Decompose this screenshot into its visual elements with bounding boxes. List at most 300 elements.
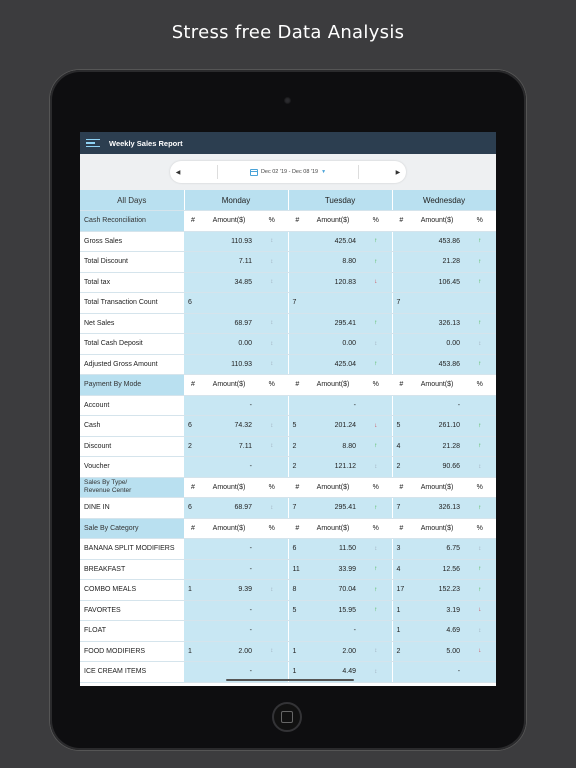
- trend-up-icon: ↑: [374, 258, 378, 265]
- trend-cell: [256, 641, 288, 662]
- trend-up-icon: ↑: [374, 504, 378, 511]
- section-header-row: [80, 211, 496, 232]
- trend-cell: [464, 539, 496, 560]
- amount-cell: -: [202, 559, 256, 580]
- amount-cell: 7.11: [202, 252, 256, 273]
- row-label: FAVORTES: [80, 600, 184, 621]
- hash-column-header: #: [392, 211, 410, 232]
- amount-cell: 12.56: [410, 559, 464, 580]
- count-cell: 6: [184, 498, 202, 519]
- trend-up-icon: ↑: [478, 443, 482, 450]
- trend-cell: [256, 334, 288, 355]
- count-cell: 6: [184, 416, 202, 437]
- trend-up-icon: ↑: [374, 443, 378, 450]
- amount-cell: -: [410, 395, 464, 416]
- count-cell: [184, 313, 202, 334]
- hash-column-header: #: [184, 211, 202, 232]
- percent-column-header: %: [256, 518, 288, 539]
- trend-cell: [360, 334, 392, 355]
- trend-flat-icon: ↕: [270, 320, 274, 327]
- amount-cell: -: [202, 621, 256, 642]
- count-cell: 7: [288, 498, 306, 519]
- percent-column-header: %: [464, 211, 496, 232]
- trend-flat-icon: ↕: [270, 238, 274, 245]
- table-row[interactable]: [80, 559, 496, 580]
- trend-cell: [256, 231, 288, 252]
- count-cell: 17: [392, 580, 410, 601]
- trend-flat-icon: ↕: [270, 258, 274, 265]
- table-row[interactable]: [80, 252, 496, 273]
- trend-flat-icon: ↕: [478, 340, 482, 347]
- hash-column-header: #: [392, 375, 410, 396]
- section-header-row: [80, 477, 496, 498]
- trend-flat-icon: ↕: [374, 648, 378, 655]
- trend-cell: [464, 457, 496, 478]
- table-row[interactable]: [80, 293, 496, 314]
- trend-cell: [464, 641, 496, 662]
- trend-cell: [360, 416, 392, 437]
- count-cell: [184, 600, 202, 621]
- trend-cell: [360, 600, 392, 621]
- amount-cell: 68.97: [202, 498, 256, 519]
- trend-cell: [256, 559, 288, 580]
- amount-cell: 201.24: [306, 416, 360, 437]
- trend-up-icon: ↑: [374, 586, 378, 593]
- camera-icon: [284, 97, 291, 104]
- amount-cell: 152.23: [410, 580, 464, 601]
- amount-cell: [410, 293, 464, 314]
- app-bar: [80, 132, 496, 154]
- table-row[interactable]: [80, 641, 496, 662]
- trend-cell: [464, 231, 496, 252]
- divider: [358, 165, 359, 179]
- table-row[interactable]: [80, 313, 496, 334]
- count-cell: 4: [392, 559, 410, 580]
- amount-cell: 121.12: [306, 457, 360, 478]
- trend-up-icon: ↑: [478, 238, 482, 245]
- date-range-picker[interactable]: [170, 161, 406, 183]
- trend-up-icon: ↑: [478, 504, 482, 511]
- row-label: Adjusted Gross Amount: [80, 354, 184, 375]
- count-cell: 1: [392, 621, 410, 642]
- trend-cell: [256, 539, 288, 560]
- home-square-icon: [281, 711, 293, 723]
- trend-cell: [256, 457, 288, 478]
- count-cell: 7: [288, 293, 306, 314]
- amount-cell: -: [202, 600, 256, 621]
- amount-cell: 453.86: [410, 354, 464, 375]
- trend-flat-icon: ↕: [478, 463, 482, 470]
- trend-flat-icon: ↕: [270, 648, 274, 655]
- section-title: Sales By Type/ Revenue Center: [80, 477, 184, 498]
- trend-flat-icon: ↕: [374, 340, 378, 347]
- count-cell: 1: [288, 662, 306, 683]
- amount-cell: -: [202, 662, 256, 683]
- count-cell: [392, 662, 410, 683]
- count-cell: 1: [288, 641, 306, 662]
- count-cell: [184, 621, 202, 642]
- trend-cell: [464, 334, 496, 355]
- amount-cell: 261.10: [410, 416, 464, 437]
- trend-cell: [464, 293, 496, 314]
- amount-cell: 425.04: [306, 354, 360, 375]
- chevron-down-icon: ▼: [321, 169, 327, 175]
- trend-cell: [360, 580, 392, 601]
- trend-cell: [256, 395, 288, 416]
- amount-cell: 8.80: [306, 252, 360, 273]
- trend-up-icon: ↑: [374, 238, 378, 245]
- trend-flat-icon: ↕: [270, 279, 274, 286]
- trend-cell: [360, 457, 392, 478]
- row-label: FOOD MODIFIERS: [80, 641, 184, 662]
- percent-column-header: %: [360, 518, 392, 539]
- amount-column-header: Amount($): [410, 375, 464, 396]
- trend-cell: [360, 231, 392, 252]
- page-title: Weekly Sales Report: [109, 138, 183, 148]
- hash-column-header: #: [184, 518, 202, 539]
- trend-flat-icon: ↕: [270, 504, 274, 511]
- section-title: Cash Reconciliation: [80, 211, 184, 232]
- trend-flat-icon: ↕: [478, 545, 482, 552]
- amount-column-header: Amount($): [202, 375, 256, 396]
- row-label: Account: [80, 395, 184, 416]
- table-row[interactable]: [80, 600, 496, 621]
- amount-cell: 2.00: [306, 641, 360, 662]
- trend-cell: [360, 395, 392, 416]
- table-row[interactable]: [80, 436, 496, 457]
- amount-cell: 425.04: [306, 231, 360, 252]
- trend-cell: [464, 600, 496, 621]
- amount-cell: 8.80: [306, 436, 360, 457]
- day-header-tuesday: Tuesday: [288, 190, 392, 211]
- amount-cell: 295.41: [306, 498, 360, 519]
- trend-down-icon: ↓: [478, 607, 482, 614]
- row-label: Total Discount: [80, 252, 184, 273]
- trend-cell: [464, 436, 496, 457]
- percent-column-header: %: [464, 477, 496, 498]
- hash-column-header: #: [288, 518, 306, 539]
- hamburger-menu-icon[interactable]: [86, 139, 100, 147]
- date-bar: [80, 154, 496, 190]
- count-cell: [288, 354, 306, 375]
- row-label: COMBO MEALS: [80, 580, 184, 601]
- amount-column-header: Amount($): [410, 518, 464, 539]
- count-cell: 7: [392, 498, 410, 519]
- day-header-monday: Monday: [184, 190, 288, 211]
- amount-cell: 68.97: [202, 313, 256, 334]
- amount-cell: -: [202, 539, 256, 560]
- count-cell: [288, 621, 306, 642]
- row-label: BANANA SPLIT MODIFIERS: [80, 539, 184, 560]
- section-title: Payment By Mode: [80, 375, 184, 396]
- row-label: ICE CREAM ITEMS: [80, 662, 184, 683]
- trend-cell: [360, 293, 392, 314]
- count-cell: [184, 272, 202, 293]
- amount-cell: -: [306, 395, 360, 416]
- trend-cell: [360, 539, 392, 560]
- table-row[interactable]: [80, 395, 496, 416]
- amount-cell: 106.45: [410, 272, 464, 293]
- row-label: Voucher: [80, 457, 184, 478]
- amount-cell: 2.00: [202, 641, 256, 662]
- amount-cell: 34.85: [202, 272, 256, 293]
- amount-column-header: Amount($): [410, 211, 464, 232]
- day-header-row: [80, 190, 496, 211]
- count-cell: [392, 272, 410, 293]
- amount-column-header: Amount($): [306, 477, 360, 498]
- count-cell: [184, 354, 202, 375]
- amount-cell: 21.28: [410, 252, 464, 273]
- count-cell: [184, 539, 202, 560]
- percent-column-header: %: [360, 375, 392, 396]
- trend-cell: [464, 272, 496, 293]
- trend-up-icon: ↑: [478, 279, 482, 286]
- trend-cell: [464, 313, 496, 334]
- count-cell: [288, 252, 306, 273]
- trend-cell: [360, 252, 392, 273]
- trend-cell: [360, 272, 392, 293]
- table-row[interactable]: [80, 621, 496, 642]
- count-cell: 4: [392, 436, 410, 457]
- count-cell: 5: [288, 416, 306, 437]
- hash-column-header: #: [288, 375, 306, 396]
- amount-cell: 4.69: [410, 621, 464, 642]
- table-row[interactable]: [80, 231, 496, 252]
- amount-column-header: Amount($): [306, 518, 360, 539]
- amount-column-header: Amount($): [410, 477, 464, 498]
- trend-cell: [256, 498, 288, 519]
- percent-column-header: %: [464, 375, 496, 396]
- amount-cell: 90.66: [410, 457, 464, 478]
- row-label: Total Transaction Count: [80, 293, 184, 314]
- day-header-wednesday: Wednesday: [392, 190, 496, 211]
- amount-cell: 70.04: [306, 580, 360, 601]
- trend-cell: [256, 354, 288, 375]
- trend-down-icon: ↓: [374, 279, 378, 286]
- trend-cell: [464, 559, 496, 580]
- row-label: Gross Sales: [80, 231, 184, 252]
- all-days-header: All Days: [80, 190, 184, 211]
- trend-cell: [464, 395, 496, 416]
- count-cell: [288, 313, 306, 334]
- count-cell: [392, 395, 410, 416]
- calendar-icon: [250, 169, 258, 176]
- amount-cell: 110.93: [202, 354, 256, 375]
- row-label: Total Cash Deposit: [80, 334, 184, 355]
- trend-flat-icon: ↕: [270, 361, 274, 368]
- table-row[interactable]: [80, 354, 496, 375]
- hash-column-header: #: [184, 375, 202, 396]
- amount-cell: -: [410, 662, 464, 683]
- count-cell: 2: [392, 641, 410, 662]
- trend-cell: [464, 580, 496, 601]
- row-label: Cash: [80, 416, 184, 437]
- trend-flat-icon: ↕: [270, 586, 274, 593]
- table-row[interactable]: [80, 498, 496, 519]
- trend-cell: [464, 498, 496, 519]
- trend-cell: [360, 436, 392, 457]
- percent-column-header: %: [360, 477, 392, 498]
- amount-cell: 33.99: [306, 559, 360, 580]
- row-label: Net Sales: [80, 313, 184, 334]
- count-cell: [288, 334, 306, 355]
- trend-cell: [360, 498, 392, 519]
- trend-flat-icon: ↕: [478, 627, 482, 634]
- row-label: DINE IN: [80, 498, 184, 519]
- hash-column-header: #: [392, 518, 410, 539]
- trend-up-icon: ↑: [478, 361, 482, 368]
- count-cell: 2: [184, 436, 202, 457]
- count-cell: 1: [184, 641, 202, 662]
- trend-cell: [464, 252, 496, 273]
- count-cell: 2: [288, 457, 306, 478]
- amount-cell: 0.00: [202, 334, 256, 355]
- amount-cell: 9.39: [202, 580, 256, 601]
- table-row[interactable]: [80, 416, 496, 437]
- amount-cell: 3.19: [410, 600, 464, 621]
- table-row[interactable]: [80, 580, 496, 601]
- amount-cell: 326.13: [410, 498, 464, 519]
- section-header-row: [80, 375, 496, 396]
- count-cell: [392, 354, 410, 375]
- trend-cell: [256, 313, 288, 334]
- percent-column-header: %: [360, 211, 392, 232]
- trend-flat-icon: ↕: [374, 545, 378, 552]
- headline: Stress free Data Analysis: [171, 22, 405, 43]
- amount-cell: 120.83: [306, 272, 360, 293]
- count-cell: 7: [392, 293, 410, 314]
- count-cell: [184, 231, 202, 252]
- count-cell: [184, 252, 202, 273]
- amount-column-header: Amount($): [202, 518, 256, 539]
- section-header-row: [80, 518, 496, 539]
- hash-column-header: #: [288, 477, 306, 498]
- row-label: FLOAT: [80, 621, 184, 642]
- amount-cell: [202, 293, 256, 314]
- percent-column-header: %: [464, 518, 496, 539]
- hash-column-header: #: [392, 477, 410, 498]
- count-cell: [288, 395, 306, 416]
- section-title: Sale By Category: [80, 518, 184, 539]
- amount-cell: 110.93: [202, 231, 256, 252]
- percent-column-header: %: [256, 477, 288, 498]
- row-label: Total tax: [80, 272, 184, 293]
- trend-flat-icon: ↕: [374, 668, 378, 675]
- table-row[interactable]: [80, 272, 496, 293]
- next-week-icon[interactable]: ▶: [395, 169, 401, 176]
- count-cell: 3: [392, 539, 410, 560]
- amount-cell: 15.95: [306, 600, 360, 621]
- trend-up-icon: ↑: [478, 320, 482, 327]
- count-cell: 6: [288, 539, 306, 560]
- amount-cell: 0.00: [410, 334, 464, 355]
- amount-cell: [306, 293, 360, 314]
- count-cell: [288, 272, 306, 293]
- trend-cell: [256, 436, 288, 457]
- trend-up-icon: ↑: [374, 566, 378, 573]
- count-cell: 6: [184, 293, 202, 314]
- count-cell: 1: [184, 580, 202, 601]
- count-cell: 2: [392, 457, 410, 478]
- amount-cell: -: [202, 395, 256, 416]
- count-cell: [184, 395, 202, 416]
- amount-cell: 5.00: [410, 641, 464, 662]
- trend-up-icon: ↑: [478, 258, 482, 265]
- hash-column-header: #: [288, 211, 306, 232]
- count-cell: 1: [392, 600, 410, 621]
- trend-cell: [464, 621, 496, 642]
- trend-up-icon: ↑: [478, 586, 482, 593]
- prev-week-icon[interactable]: ◀: [175, 169, 181, 176]
- home-button[interactable]: [272, 702, 302, 732]
- trend-flat-icon: ↕: [270, 443, 274, 450]
- count-cell: [184, 559, 202, 580]
- amount-cell: 74.32: [202, 416, 256, 437]
- count-cell: [392, 231, 410, 252]
- count-cell: 5: [392, 416, 410, 437]
- date-range-selector[interactable]: [250, 169, 326, 176]
- table-row[interactable]: [80, 334, 496, 355]
- trend-cell: [464, 354, 496, 375]
- table-row[interactable]: [80, 539, 496, 560]
- trend-up-icon: ↑: [478, 422, 482, 429]
- amount-cell: 7.11: [202, 436, 256, 457]
- trend-cell: [360, 662, 392, 683]
- trend-down-icon: ↓: [478, 648, 482, 655]
- trend-cell: [256, 293, 288, 314]
- amount-cell: 295.41: [306, 313, 360, 334]
- trend-cell: [256, 416, 288, 437]
- amount-column-header: Amount($): [202, 477, 256, 498]
- count-cell: [392, 313, 410, 334]
- row-label: Discount: [80, 436, 184, 457]
- trend-up-icon: ↑: [374, 320, 378, 327]
- count-cell: 8: [288, 580, 306, 601]
- count-cell: [288, 231, 306, 252]
- amount-cell: 326.13: [410, 313, 464, 334]
- divider: [217, 165, 218, 179]
- trend-cell: [256, 600, 288, 621]
- count-cell: [184, 662, 202, 683]
- amount-cell: 6.75: [410, 539, 464, 560]
- trend-cell: [360, 641, 392, 662]
- scroll-indicator[interactable]: [226, 679, 354, 681]
- date-range-label: Dec 02 '19 - Dec 08 '19: [260, 169, 319, 175]
- trend-cell: [256, 272, 288, 293]
- trend-cell: [360, 313, 392, 334]
- amount-cell: -: [202, 457, 256, 478]
- trend-flat-icon: ↕: [270, 422, 274, 429]
- amount-cell: 0.00: [306, 334, 360, 355]
- count-cell: 11: [288, 559, 306, 580]
- amount-cell: 453.86: [410, 231, 464, 252]
- trend-up-icon: ↑: [374, 607, 378, 614]
- table-row[interactable]: [80, 457, 496, 478]
- trend-cell: [464, 416, 496, 437]
- count-cell: 2: [288, 436, 306, 457]
- trend-cell: [464, 662, 496, 683]
- trend-flat-icon: ↕: [270, 340, 274, 347]
- report-table: [80, 190, 496, 683]
- app-screen: [80, 132, 496, 686]
- count-cell: [184, 334, 202, 355]
- count-cell: [392, 334, 410, 355]
- trend-cell: [256, 580, 288, 601]
- amount-column-header: Amount($): [306, 375, 360, 396]
- trend-down-icon: ↓: [374, 422, 378, 429]
- trend-cell: [256, 252, 288, 273]
- amount-cell: 21.28: [410, 436, 464, 457]
